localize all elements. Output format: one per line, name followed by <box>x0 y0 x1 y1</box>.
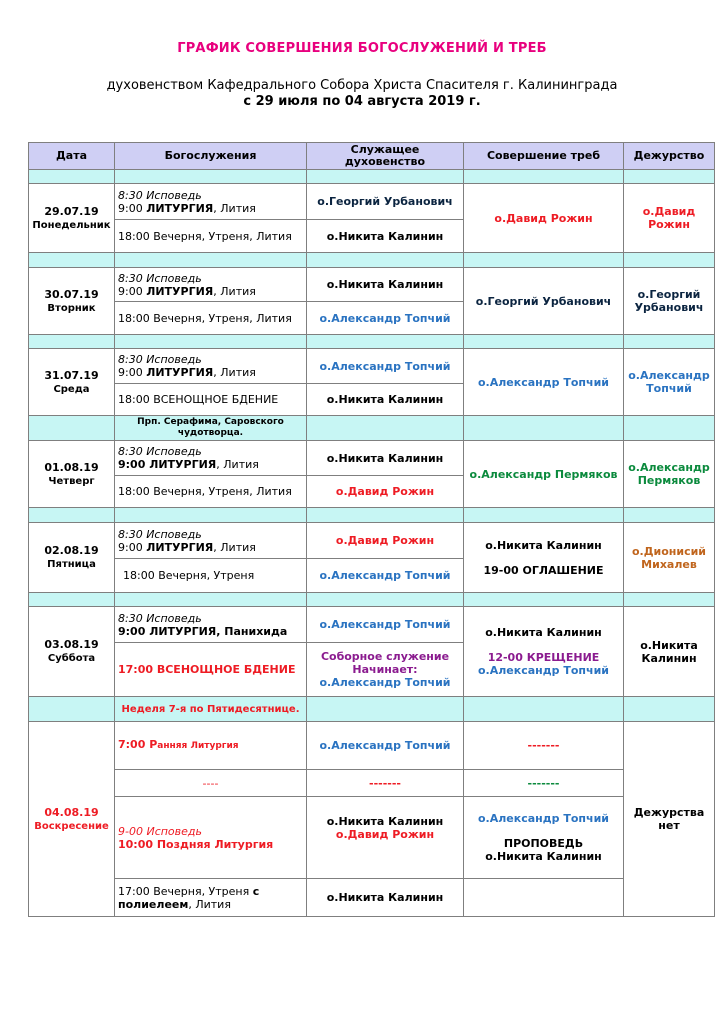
duty-cell: о.Георгий Урбанович <box>624 268 715 335</box>
header-row <box>29 143 715 170</box>
evening-service: 18:00 Вечерня, Утреня, Лития <box>115 220 307 253</box>
duty-cell: о.Дионисий Михалев <box>624 523 715 593</box>
table-row <box>29 770 715 797</box>
separator-row <box>29 170 715 184</box>
morning-service: 8:30 Исповедь 9:00 ЛИТУРГИЯ, Лития <box>115 268 307 302</box>
table-row <box>29 441 715 476</box>
empty-cell <box>464 879 624 917</box>
early-service: 7:00 Ранняя Литургия <box>115 722 307 770</box>
late-clergy: о.Никита Калинин о.Давид Рожин <box>307 797 464 879</box>
page-title: ГРАФИК СОВЕРШЕНИЯ БОГОСЛУЖЕНИЙ И ТРЕБ <box>177 41 547 56</box>
duty-cell: о.Александр Топчий <box>624 349 715 416</box>
dash-clergy: ------- <box>307 770 464 797</box>
feast-label: Неделя 7-я по Пятидесятнице. <box>115 697 307 722</box>
evening-clergy: о.Никита Калинин <box>307 384 464 416</box>
date-cell: 04.08.19 Воскресение <box>29 722 115 917</box>
table-row <box>29 607 715 643</box>
separator-row <box>29 253 715 268</box>
trebs-cell: о.Давид Рожин <box>464 184 624 253</box>
evening-clergy: о.Александр Топчий <box>307 302 464 335</box>
evening-service: 17:00 ВСЕНОЩНОЕ БДЕНИЕ <box>115 643 307 697</box>
late-service: 9-00 Исповедь 10:00 Поздняя Литургия <box>115 797 307 879</box>
date-cell: 03.08.19 Суббота <box>29 607 115 697</box>
evening-service: 18:00 Вечерня, Утреня, Лития <box>115 476 307 508</box>
dash-service: ---- <box>115 770 307 797</box>
evening-clergy: о.Никита Калинин <box>307 879 464 917</box>
table-row <box>29 268 715 302</box>
page-subtitle: духовенством Кафедрального Собора Христа Спасителя г. Калининграда <box>106 78 618 93</box>
column-header-services: Богослужения <box>115 143 307 170</box>
date-cell: 29.07.19 Понедельник <box>29 184 115 253</box>
separator-row <box>29 416 715 441</box>
evening-clergy: о.Никита Калинин <box>307 220 464 253</box>
trebs-cell: о.Георгий Урбанович <box>464 268 624 335</box>
morning-service: 8:30 Исповедь 9:00 ЛИТУРГИЯ, Лития <box>115 441 307 476</box>
date-cell: 30.07.19 Вторник <box>29 268 115 335</box>
table-row <box>29 879 715 917</box>
date-cell: 31.07.19 Среда <box>29 349 115 416</box>
trebs-cell: о.Никита Калинин 19-00 ОГЛАШЕНИЕ <box>464 523 624 593</box>
early-clergy: о.Александр Топчий <box>307 722 464 770</box>
dash-trebs: ------- <box>464 770 624 797</box>
evening-clergy: о.Александр Топчий <box>307 559 464 593</box>
morning-clergy: о.Александр Топчий <box>307 607 464 643</box>
date-range: с 29 июля по 04 августа 2019 г. <box>243 94 481 109</box>
trebs-cell: о.Никита Калинин 12-00 КРЕЩЕНИЕ о.Александр Топчий <box>464 607 624 697</box>
trebs-cell: о.Александр Топчий <box>464 349 624 416</box>
column-header-duty: Дежурство <box>624 143 715 170</box>
duty-cell: о.Александр Пермяков <box>624 441 715 508</box>
morning-clergy: о.Георгий Урбанович <box>307 184 464 220</box>
trebs-cell: о.Александр Пермяков <box>464 441 624 508</box>
date-cell: 02.08.19 Пятница <box>29 523 115 593</box>
separator-row <box>29 335 715 349</box>
evening-service: 17:00 Вечерня, Утреня с полиелеем, Лития <box>115 879 307 917</box>
morning-service: 8:30 Исповедь 9:00 ЛИТУРГИЯ, Лития <box>115 184 307 220</box>
duty-cell: Дежурства нет <box>624 722 715 917</box>
table-row <box>29 184 715 220</box>
date-cell: 01.08.19 Четверг <box>29 441 115 508</box>
table-row <box>29 349 715 384</box>
morning-service: 8:30 Исповедь 9:00 ЛИТУРГИЯ, Лития <box>115 523 307 559</box>
morning-clergy: о.Александр Топчий <box>307 349 464 384</box>
late-trebs: о.Александр Топчий ПРОПОВЕДЬ о.Никита Калинин <box>464 797 624 879</box>
separator-row <box>29 508 715 523</box>
duty-cell: о.Никита Калинин <box>624 607 715 697</box>
feast-label: Прп. Серафима, Саровского чудотворца. <box>115 416 307 441</box>
separator-row <box>29 697 715 722</box>
schedule-table <box>28 142 715 917</box>
column-header-date: Дата <box>29 143 115 170</box>
column-header-trebs: Совершение треб <box>464 143 624 170</box>
morning-service: 8:30 Исповедь 9:00 ЛИТУРГИЯ, Лития <box>115 349 307 384</box>
morning-service: 8:30 Исповедь 9:00 ЛИТУРГИЯ, Панихида <box>115 607 307 643</box>
evening-service: 18:00 Вечерня, Утреня <box>115 559 307 593</box>
separator-row <box>29 593 715 607</box>
column-header-clergy: Служащее духовенство <box>307 143 464 170</box>
early-trebs: ------- <box>464 722 624 770</box>
table-row <box>29 523 715 559</box>
morning-clergy: о.Давид Рожин <box>307 523 464 559</box>
morning-clergy: о.Никита Калинин <box>307 441 464 476</box>
evening-service: 18:00 Вечерня, Утреня, Лития <box>115 302 307 335</box>
evening-service: 18:00 ВСЕНОЩНОЕ БДЕНИЕ <box>115 384 307 416</box>
table-row <box>29 797 715 879</box>
morning-clergy: о.Никита Калинин <box>307 268 464 302</box>
evening-clergy: Соборное служение Начинает: о.Александр Топчий <box>307 643 464 697</box>
evening-clergy: о.Давид Рожин <box>307 476 464 508</box>
table-row <box>29 722 715 770</box>
duty-cell: о.Давид Рожин <box>624 184 715 253</box>
